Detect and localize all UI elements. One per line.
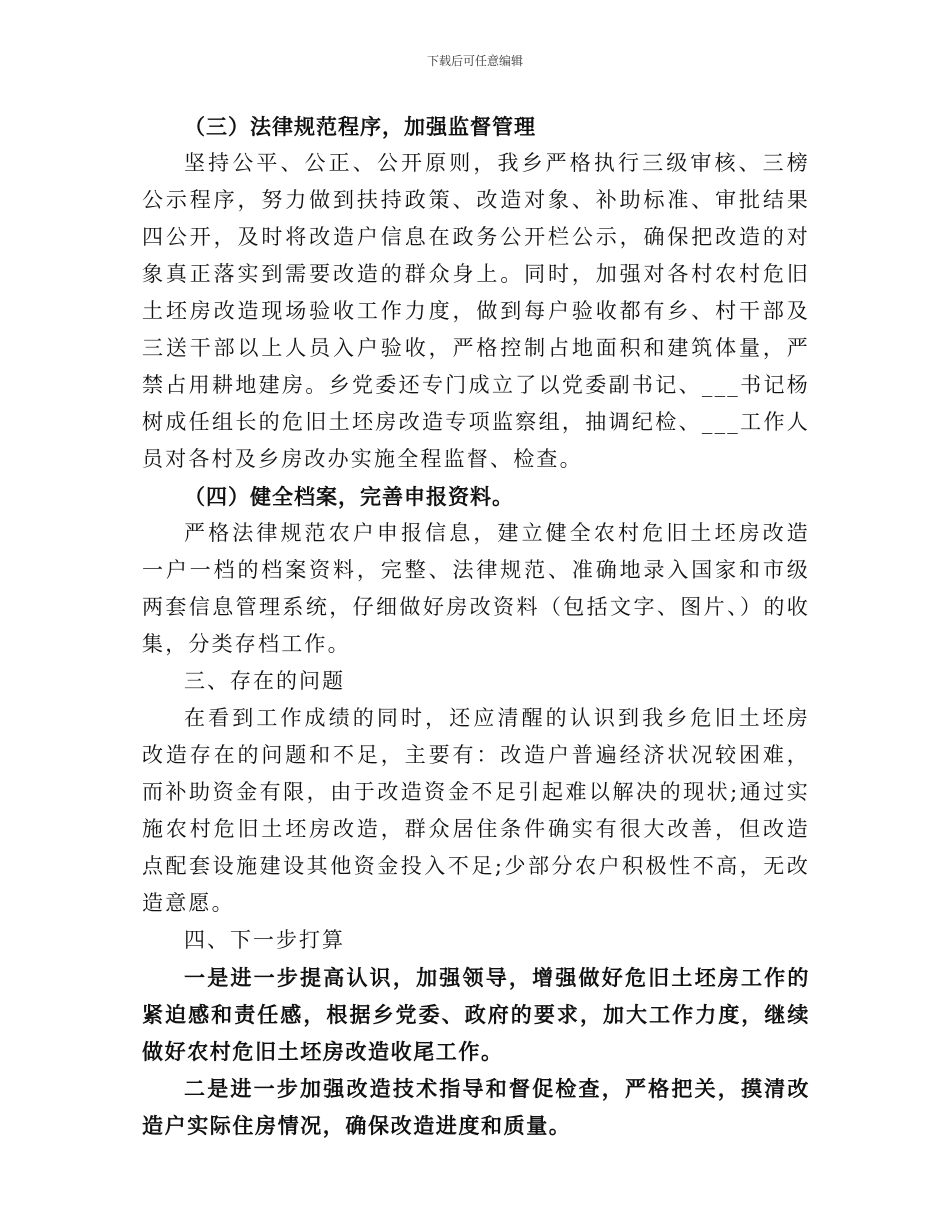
next-step-item-1: 一是进一步提高认识，加强领导，增强做好危旧土坯房工作的紧迫感和责任感，根据乡党委、政府的要求，加大工作力度，继续做好农村危旧土坯房改造收尾工作。	[142, 965, 810, 1064]
problems-heading: 三、存在的问题	[184, 669, 345, 693]
next-step-item-2: 二是进一步加强改造技术指导和督促检查，严格把关，摸清改造户实际住房情况，确保改造进度和质量。	[142, 1076, 810, 1138]
section-3-paragraph: 坚持公平、公正、公开原则，我乡严格执行三级审核、三榜公示程序，努力做到扶持政策、改造对象、补助标准、审批结果四公开，及时将改造户信息在政务公开栏公示，确保把改造的对象真正落实到需要改造的群众身上。同时，加强对各村农村危旧土坯房改造现场验收工作力度，做到每户验收都有乡、村干部及三送干部以上人员入户验收，严格控制占地面积和建筑体量，严禁占用耕地建房。乡党委还专门成立了以党委副书记、___书记杨树成任组长的危旧土坯房改造专项监察组，抽调纪检、___工作人员对各村及乡房改办实施全程监督、检查。	[142, 151, 810, 471]
header-note: 下载后可任意编辑	[426, 54, 523, 68]
next-steps-heading: 四、下一步打算	[184, 928, 345, 952]
section-4-heading: （四）健全档案，完善申报资料。	[184, 484, 514, 509]
section-4-paragraph: 严格法律规范农户申报信息，建立健全农村危旧土坯房改造一户一档的档案资料，完整、法律规范、准确地录入国家和市级两套信息管理系统，仔细做好房改资料（包括文字、图片、）的收集，分类存档工作。	[142, 521, 810, 656]
document-body	[142, 108, 810, 1144]
section-3-heading: （三）法律规范程序，加强监督管理	[184, 114, 536, 139]
problems-paragraph: 在看到工作成绩的同时，还应清醒的认识到我乡危旧土坯房改造存在的问题和不足，主要有：改造户普遍经济状况较困难，而补助资金有限，由于改造资金不足引起难以解决的现状;通过实施农村危旧土坯房改造，群众居住条件确实有很大改善，但改造点配套设施建设其他资金投入不足;少部分农户积极性不高，无改造意愿。	[142, 706, 810, 915]
